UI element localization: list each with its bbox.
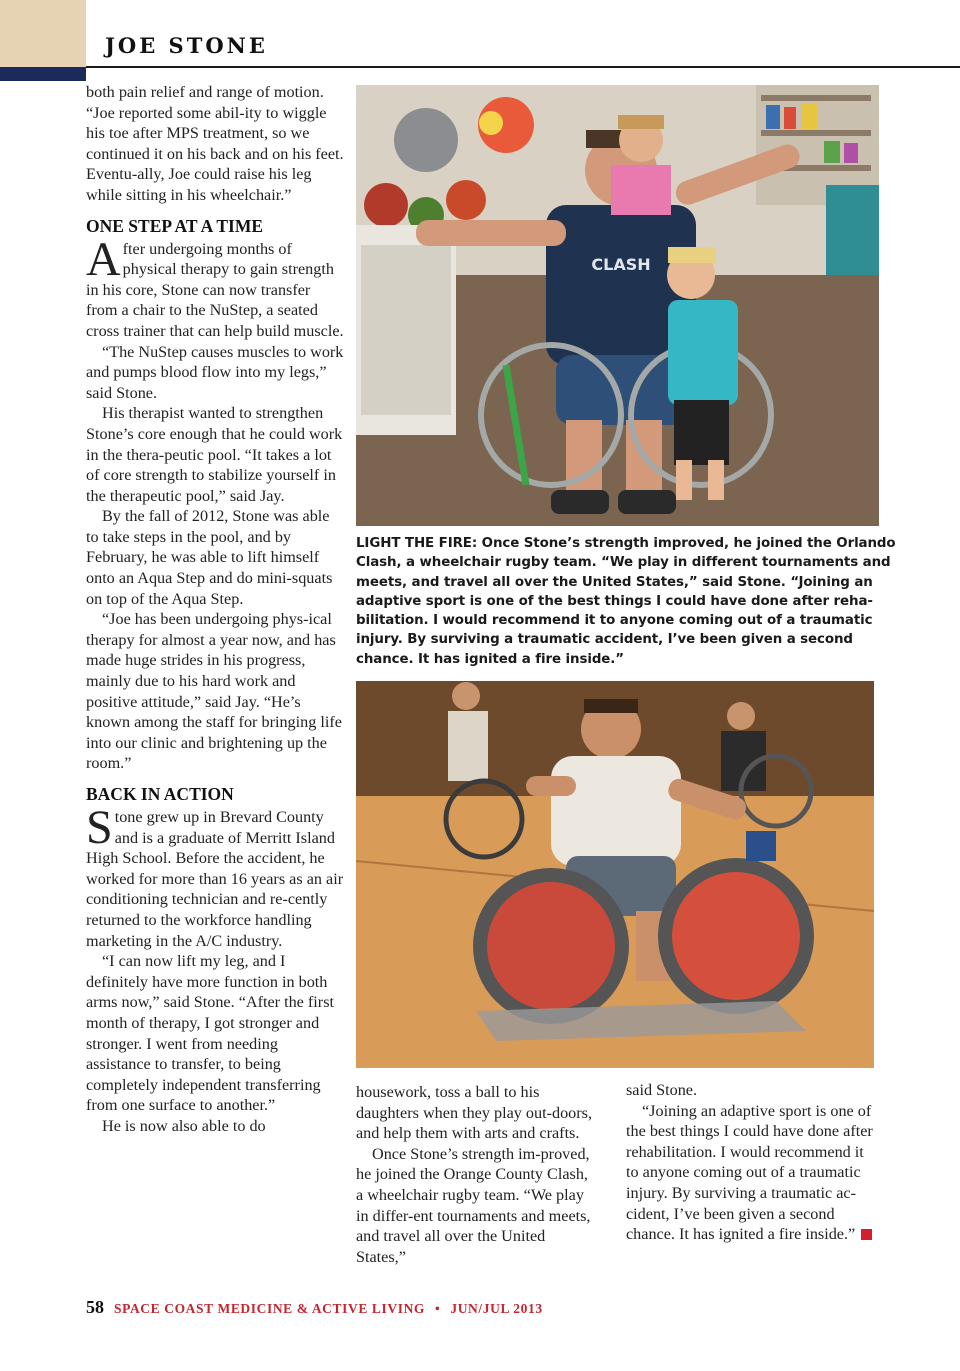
paragraph (86, 232, 344, 342)
drop-cap: A (86, 232, 121, 286)
paragraph (626, 1101, 876, 1245)
page-footer (86, 1297, 543, 1318)
photo-therapy-gym (356, 85, 879, 526)
photo-therapy-gym-illustration (356, 85, 879, 526)
header-rule (86, 66, 960, 68)
paragraph: He is now also able to do (102, 1116, 266, 1135)
paragraph-text: “Joining an adaptive sport is one of the best things I could have done after rehabilitation. I would recommend it to anyone coming out of a traumatic injury. By surviving a traumatic ac-cident, I’ve been given a second chance. It has ignited a fire inside.” (626, 1101, 873, 1244)
subheading-back-in-action: BACK IN ACTION (86, 784, 234, 804)
shirt-text: CLASH (591, 255, 651, 274)
issue-date: JUN/JUL 2013 (450, 1301, 543, 1316)
section-title: JOE STONE (105, 33, 268, 58)
photo-rugby-court-illustration (356, 681, 874, 1068)
paragraph-text: fter undergoing months of physical therapy to gain strength in his core, Stone can now transfer from a chair to the NuStep, a seated cross trainer that can help build muscle. (86, 239, 344, 340)
paragraph: Once Stone’s strength im-proved, he joined the Orange County Clash, a wheelchair rugby team. “We play in differ-ent tournaments and meets, and travel all over the United States,” (356, 1144, 591, 1266)
paragraph: “The NuStep causes muscles to work and pumps blood flow into my legs,” said Stone. (86, 342, 344, 402)
article-column-2 (356, 1082, 596, 1267)
article-column-3 (626, 1080, 876, 1245)
page-number: 58 (86, 1297, 104, 1317)
magazine-name: SPACE COAST MEDICINE & ACTIVE LIVING (114, 1301, 426, 1316)
paragraph (86, 801, 344, 951)
header-corner-tab (0, 0, 86, 67)
paragraph-text: tone grew up in Brevard County and is a graduate of Merritt Island High School. Before the accident, he worked for more than 16 years as an air conditioning technician and re-cently returned to the workforce handling marketing in the A/C industry. (86, 808, 344, 950)
paragraph: “I can now lift my leg, and I definitely have more function in both arms now,” said Stone. “After the first month of therapy, I got stronger and stronger. I went from needing assistance to transfer, to being completely independent transferring from one surface to another.” (86, 952, 334, 1115)
paragraph: both pain relief and range of motion. “Joe reported some abil-ity to wiggle his toe after MPS treatment, so we continued it on his back and on his feet. Eventu-ally, Joe could raise his leg while sitting in his wheelchair.” (86, 83, 344, 204)
header-corner-bar (0, 67, 86, 81)
paragraph: housework, toss a ball to his daughters when they play out-doors, and help them with arts and crafts. (356, 1083, 593, 1143)
end-mark-square-icon (861, 1229, 872, 1240)
photo-caption: LIGHT THE FIRE: Once Stone’s strength improved, he joined the Orlando Clash, a wheelchair rugby team. “We play in different tournaments and meets, and travel all over the United States,” said Stone. “Joining an adaptive sport is one of the best things I could have done after reha-bilitation. I would recommend it to anyone coming out of a traumatic injury. By surviving a traumatic accident, I’ve been given a second chance. It has ignited a fire inside.” (356, 536, 896, 667)
paragraph: By the fall of 2012, Stone was able to take steps in the pool, and by February, he was able to lift himself onto an Aqua Step and do mini-squats on top of the Aqua Step. (86, 507, 333, 608)
drop-cap: S (86, 801, 113, 854)
subheading-one-step: ONE STEP AT A TIME (86, 215, 264, 236)
photo-rugby-court (356, 681, 874, 1068)
paragraph: said Stone. (626, 1081, 698, 1099)
paragraph: His therapist wanted to strengthen Stone’s core enough that he could work in the thera-peutic pool. “It takes a lot of core strength to stabilize yourself in the therapeutic pool,” said Jay. (86, 404, 343, 505)
paragraph: “Joe has been undergoing phys-ical therapy for almost a year now, and has made huge strides in his progress, mainly due to his hard work and positive attitude,” said Jay. “He’s known among the staff for bringing life into our clinic and brightening up the room.” (86, 610, 342, 773)
article-column-1 (86, 82, 344, 1137)
footer-separator: • (435, 1301, 441, 1316)
